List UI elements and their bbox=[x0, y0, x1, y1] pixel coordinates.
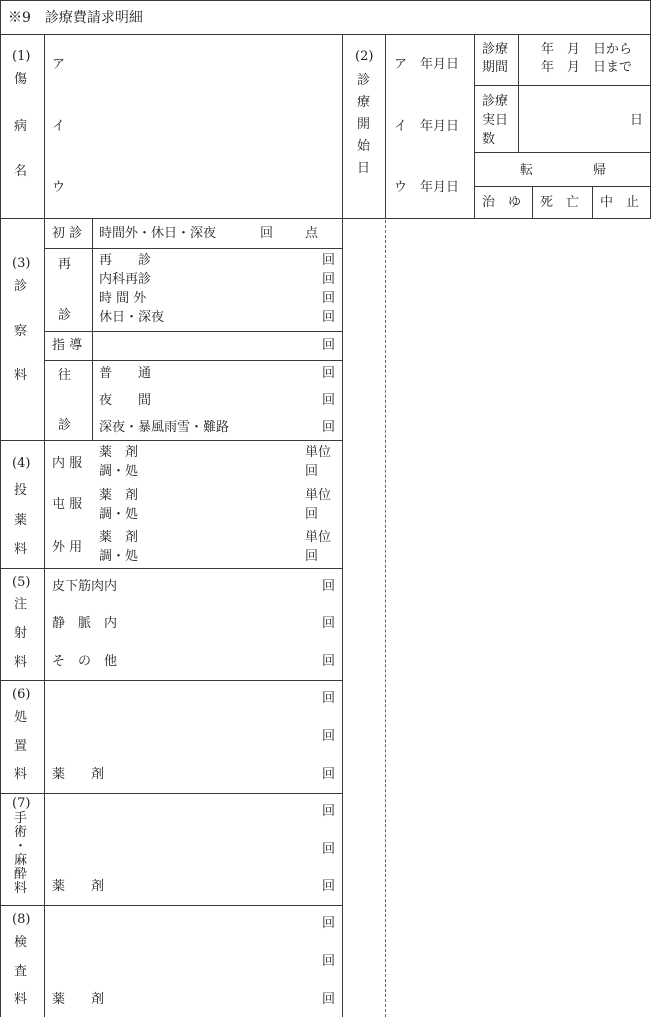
outcome-stop: 中 止 bbox=[600, 195, 640, 210]
start-date-u: ウ 年月日 bbox=[394, 180, 460, 195]
sec3-sub-line bbox=[92, 218, 93, 440]
unit-drug: 単位 bbox=[305, 530, 332, 545]
disease-a: ア bbox=[52, 57, 66, 72]
disease-i: イ bbox=[52, 119, 66, 134]
drug-label: 薬 剤 bbox=[99, 530, 139, 545]
sec7-char: ・ bbox=[14, 839, 28, 854]
oushin-unit: 回 bbox=[322, 366, 336, 381]
sec2-char: 診 bbox=[357, 73, 371, 88]
sec3-char: 料 bbox=[14, 368, 28, 383]
dispense-label: 調・処 bbox=[99, 507, 139, 522]
start-date-a: ア 年月日 bbox=[394, 57, 460, 72]
oushin-row: 夜 間 bbox=[99, 393, 152, 408]
actual-divider bbox=[474, 152, 651, 153]
tonpuku-label: 屯 服 bbox=[52, 497, 83, 512]
sec5-char: 射 bbox=[14, 626, 28, 641]
sec6-num: (6) bbox=[12, 687, 31, 702]
sec3-num: (3) bbox=[12, 256, 31, 271]
saishin-unit: 回 bbox=[322, 272, 336, 287]
period-from: 年 月 日から bbox=[541, 42, 633, 57]
sec7-char: 麻 bbox=[14, 853, 28, 868]
unit-drug: 単位 bbox=[305, 445, 332, 460]
exam-unit: 回 bbox=[322, 954, 336, 969]
outcome-divider bbox=[474, 186, 651, 187]
shido-bottom bbox=[44, 360, 343, 361]
sec2-char: 療 bbox=[357, 95, 371, 110]
oushin-label: 診 bbox=[58, 418, 72, 433]
oushin-row: 普 通 bbox=[99, 366, 152, 381]
sec2-char: 始 bbox=[357, 139, 371, 154]
sec5-char: 料 bbox=[14, 655, 28, 670]
drug-label: 薬 剤 bbox=[99, 445, 139, 460]
drug-label: 薬 剤 bbox=[99, 488, 139, 503]
sec6-bottom bbox=[0, 793, 343, 794]
sec1-char: 傷 bbox=[14, 72, 28, 87]
procedure-unit: 回 bbox=[322, 691, 336, 706]
exam-unit: 回 bbox=[322, 992, 336, 1007]
exam-drug: 薬 剤 bbox=[52, 992, 105, 1007]
period-label: 期間 bbox=[482, 60, 509, 75]
injection-row: 皮下筋肉内 bbox=[52, 579, 118, 594]
sec4-num: (4) bbox=[12, 456, 31, 471]
outcome-title: 帰 bbox=[593, 163, 607, 178]
sec6-char: 処 bbox=[14, 710, 28, 725]
sec7-char: 酔 bbox=[14, 867, 28, 882]
shoshin-bottom bbox=[44, 248, 343, 249]
sec7-char: 手 bbox=[14, 811, 28, 826]
sec7-bottom bbox=[0, 905, 343, 906]
injection-row: そ の 他 bbox=[52, 654, 118, 669]
sec6-char: 置 bbox=[14, 739, 28, 754]
naifuku-label: 内 服 bbox=[52, 456, 83, 471]
sec4-char: 投 bbox=[14, 483, 28, 498]
dispense-label: 調・処 bbox=[99, 464, 139, 479]
gaiyou-label: 外 用 bbox=[52, 540, 83, 555]
sec5-bottom bbox=[0, 680, 343, 681]
injection-unit: 回 bbox=[322, 654, 336, 669]
period-divider bbox=[474, 85, 651, 86]
unit-kai: 回 bbox=[305, 549, 319, 564]
oushin-row: 深夜・暴風雨雪・難路 bbox=[99, 420, 230, 435]
unit-kai: 回 bbox=[305, 464, 319, 479]
shoshin-label: 初 診 bbox=[52, 226, 83, 241]
unit-kai: 回 bbox=[305, 507, 319, 522]
outcome-cure: 治 ゆ bbox=[482, 195, 522, 210]
oushin-unit: 回 bbox=[322, 393, 336, 408]
outcome-left-line bbox=[474, 152, 475, 218]
period-line bbox=[474, 34, 475, 152]
saishin-row: 再 診 bbox=[99, 253, 152, 268]
sec3-char: 察 bbox=[14, 324, 28, 339]
actual-unit: 日 bbox=[630, 113, 644, 128]
saishin-row: 休日・深夜 bbox=[99, 310, 165, 325]
sec5-num: (5) bbox=[12, 575, 31, 590]
title-divider bbox=[0, 34, 651, 35]
saishin-bottom bbox=[44, 331, 343, 332]
sec2-char: 開 bbox=[357, 117, 371, 132]
shoshin-kai: 回 bbox=[260, 226, 274, 241]
procedure-unit: 回 bbox=[322, 767, 336, 782]
middle-column-line bbox=[342, 34, 343, 1017]
sec8-num: (8) bbox=[12, 912, 31, 927]
oushin-label: 往 bbox=[58, 368, 72, 383]
period-label: 診療 bbox=[482, 42, 509, 57]
period-value-line bbox=[518, 34, 519, 152]
sec6-char: 料 bbox=[14, 767, 28, 782]
actual-label: 診療 bbox=[482, 94, 509, 109]
frame-left bbox=[0, 0, 1, 1017]
outcome-col1 bbox=[532, 186, 533, 218]
shoshin-text: 時間外・休日・深夜 bbox=[99, 226, 217, 241]
start-date-i: イ 年月日 bbox=[394, 119, 460, 134]
sec2-num: (2) bbox=[355, 49, 374, 64]
unit-drug: 単位 bbox=[305, 488, 332, 503]
actual-label: 実日 bbox=[482, 113, 509, 128]
procedure-drug: 薬 剤 bbox=[52, 767, 105, 782]
oushin-unit: 回 bbox=[322, 420, 336, 435]
saishin-label: 診 bbox=[58, 308, 72, 323]
procedure-unit: 回 bbox=[322, 729, 336, 744]
surgery-unit: 回 bbox=[322, 804, 336, 819]
injection-unit: 回 bbox=[322, 616, 336, 631]
outcome-death: 死 亡 bbox=[540, 195, 580, 210]
shido-unit: 回 bbox=[322, 338, 336, 353]
label-column-line bbox=[44, 34, 45, 1017]
sec7-char: 術 bbox=[14, 825, 28, 840]
disease-u: ウ bbox=[52, 180, 66, 195]
surgery-drug: 薬 剤 bbox=[52, 879, 105, 894]
sec7-num: (7) bbox=[12, 796, 31, 811]
sec3-char: 診 bbox=[14, 279, 28, 294]
saishin-row: 内科再診 bbox=[99, 272, 152, 287]
sec3-bottom bbox=[0, 440, 343, 441]
sec4-bottom bbox=[0, 568, 343, 569]
dispense-label: 調・処 bbox=[99, 549, 139, 564]
sec8-char: 料 bbox=[14, 992, 28, 1007]
actual-label: 数 bbox=[482, 132, 496, 147]
outcome-col2 bbox=[592, 186, 593, 218]
saishin-row: 時 間 外 bbox=[99, 291, 147, 306]
surgery-unit: 回 bbox=[322, 842, 336, 857]
page-title: ※9 診療費請求明細 bbox=[8, 10, 143, 26]
surgery-unit: 回 bbox=[322, 879, 336, 894]
sec4-char: 薬 bbox=[14, 513, 28, 528]
saishin-unit: 回 bbox=[322, 291, 336, 306]
sec7-char: 料 bbox=[14, 881, 28, 896]
sec1-num: (1) bbox=[12, 49, 31, 64]
saishin-unit: 回 bbox=[322, 310, 336, 325]
sec8-char: 査 bbox=[14, 964, 28, 979]
outcome-title: 転 bbox=[520, 163, 534, 178]
sec5-char: 注 bbox=[14, 597, 28, 612]
sec2-char: 日 bbox=[357, 161, 371, 176]
header-divider bbox=[0, 218, 651, 219]
sec1-char: 名 bbox=[14, 164, 28, 179]
shoshin-ten: 点 bbox=[305, 226, 319, 241]
section2-line bbox=[385, 34, 386, 218]
saishin-label: 再 bbox=[58, 257, 72, 272]
exam-unit: 回 bbox=[322, 916, 336, 931]
injection-unit: 回 bbox=[322, 579, 336, 594]
shido-label: 指 導 bbox=[52, 338, 83, 353]
saishin-unit: 回 bbox=[322, 253, 336, 268]
sec8-char: 検 bbox=[14, 935, 28, 950]
injection-row: 静 脈 内 bbox=[52, 616, 118, 631]
sec1-char: 病 bbox=[14, 119, 28, 134]
dash-col-1 bbox=[385, 220, 386, 1017]
period-to: 年 月 日まで bbox=[541, 60, 633, 75]
sec4-char: 料 bbox=[14, 542, 28, 557]
frame-top bbox=[0, 0, 651, 1]
